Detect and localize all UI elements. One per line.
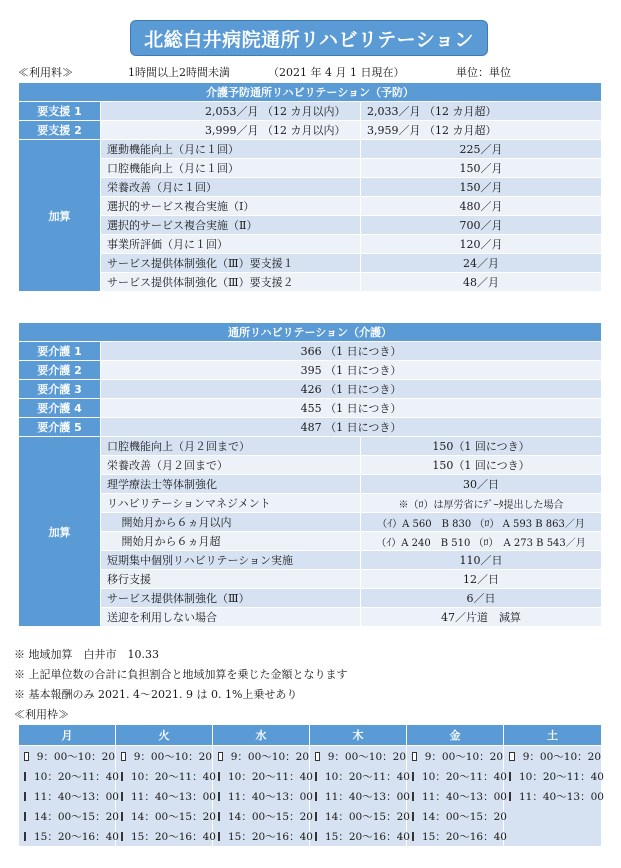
addition-name: 運動機能向上（月に１回）	[101, 140, 361, 159]
table-row	[19, 380, 602, 399]
note-surcharge: ※ 基本報酬のみ 2021. 4〜2021. 9 は 0. 1%上乗せあり	[14, 688, 298, 701]
slot-item[interactable]	[310, 746, 406, 766]
checkbox-icon[interactable]	[218, 832, 220, 841]
care-table	[18, 322, 602, 627]
row-label: 要支援 2	[19, 121, 101, 140]
slot-label: 9：00〜10：20	[522, 750, 601, 763]
addition-value: 150／月	[361, 159, 602, 178]
addition-name: 理学療法士等体制強化	[101, 475, 361, 494]
day-column-sat	[504, 746, 602, 847]
table-row	[19, 235, 602, 254]
checkbox-icon[interactable]	[121, 792, 123, 801]
day-column-mon	[19, 746, 119, 847]
slot-item[interactable]	[116, 746, 212, 766]
checkbox-icon[interactable]	[509, 752, 515, 761]
day-header-tue: 火	[116, 725, 213, 746]
page-title: 北総白井病院通所リハビリテーション	[130, 20, 488, 56]
slot-label: 11：40〜13：00	[422, 790, 507, 803]
addition-value: （ｲ）A 560 B 830 （ﾛ） A 593 B 863／月	[361, 513, 602, 532]
checkbox-icon[interactable]	[509, 792, 511, 801]
table-row	[19, 216, 602, 235]
checkbox-icon[interactable]	[315, 792, 317, 801]
slot-label: 9：00〜10：20	[424, 750, 503, 763]
addition-value: 110／日	[361, 551, 602, 570]
slot-label: 15：20〜16：40	[228, 830, 313, 843]
addition-name: 短期集中個別リハビリテーション実施	[101, 551, 361, 570]
checkbox-icon[interactable]	[24, 752, 29, 761]
checkbox-icon[interactable]	[509, 772, 511, 781]
checkbox-icon[interactable]	[412, 792, 414, 801]
slot-label: 14：00〜15：20	[325, 810, 410, 823]
slot-item[interactable]	[310, 806, 410, 826]
addition-value: 47／片道 減算	[361, 608, 602, 627]
slot-label: 10：20〜11：40	[422, 770, 507, 783]
slot-label: 9：00〜10：20	[327, 750, 406, 763]
addition-value: 30／日	[361, 475, 602, 494]
checkbox-icon[interactable]	[315, 772, 317, 781]
rate-within-12: 3,999／月 （12 カ月以内）	[101, 121, 361, 140]
slot-label: 9：00〜10：20	[133, 750, 212, 763]
slot-label: 14：00〜15：20	[422, 810, 507, 823]
care-header: 通所リハビリテーション（介護）	[19, 323, 602, 342]
addition-value: 150／月	[361, 178, 602, 197]
addition-name: サービス提供体制強化（Ⅲ）要支援１	[101, 254, 361, 273]
checkbox-icon[interactable]	[412, 812, 414, 821]
slot-label: 15：20〜16：40	[34, 830, 119, 843]
prevention-header: 介護予防通所リハビリテーション（予防）	[19, 83, 602, 102]
checkbox-icon[interactable]	[218, 812, 220, 821]
slot-label: 14：00〜15：20	[228, 810, 313, 823]
addition-value: 24／月	[361, 254, 602, 273]
checkbox-icon[interactable]	[121, 772, 123, 781]
addition-value: 480／月	[361, 197, 602, 216]
addition-name: リハビリテーションマネジメント	[101, 494, 361, 513]
day-column-wed	[213, 746, 313, 847]
checkbox-icon[interactable]	[218, 772, 220, 781]
slot-item[interactable]	[310, 786, 410, 806]
table-row	[19, 361, 602, 380]
addition-name: 口腔機能向上（月に１回）	[101, 159, 361, 178]
rate-over-12: 3,959／月 （12 カ月超）	[361, 121, 602, 140]
care-rate: 395 （1 日につき）	[101, 361, 602, 380]
slot-item[interactable]	[19, 766, 119, 786]
fee-label: ≪利用料≫	[18, 66, 73, 79]
checkbox-icon[interactable]	[24, 772, 26, 781]
slot-item[interactable]	[19, 746, 115, 766]
slot-item[interactable]	[213, 746, 309, 766]
table-row	[19, 159, 602, 178]
addition-name: サービス提供体制強化（Ⅲ）要支援２	[101, 273, 361, 292]
table-row	[19, 273, 602, 292]
slot-item[interactable]	[19, 786, 119, 806]
checkbox-icon[interactable]	[24, 792, 26, 801]
fee-duration: 1時間以上2時間未満	[128, 66, 230, 79]
addition-value: 48／月	[361, 273, 602, 292]
checkbox-icon[interactable]	[24, 832, 26, 841]
table-row	[19, 121, 602, 140]
schedule-table	[18, 724, 602, 846]
day-column-tue	[116, 746, 216, 847]
day-column-fri	[407, 746, 507, 847]
table-row	[19, 475, 602, 494]
slot-label: 10：20〜11：40	[131, 770, 216, 783]
table-row	[19, 102, 602, 121]
checkbox-icon[interactable]	[412, 772, 414, 781]
addition-name: サービス提供体制強化（Ⅲ）	[101, 589, 361, 608]
schedule-label: ≪利用枠≫	[14, 708, 69, 721]
care-rate: 487 （1 日につき）	[101, 418, 602, 437]
slot-label: 11：40〜13：00	[325, 790, 410, 803]
addition-value: 12／日	[361, 570, 602, 589]
table-row	[19, 197, 602, 216]
addition-label: 加算	[19, 140, 101, 292]
table-row	[19, 178, 602, 197]
slot-item[interactable]	[116, 806, 216, 826]
addition-name: 開始月から６ヵ月超	[101, 532, 361, 551]
checkbox-icon[interactable]	[412, 752, 417, 761]
slot-label: 11：40〜13：00	[131, 790, 216, 803]
checkbox-icon[interactable]	[121, 812, 123, 821]
care-rate: 366 （1 日につき）	[101, 342, 602, 361]
row-label: 要介護 5	[19, 418, 101, 437]
slot-item[interactable]	[213, 826, 313, 846]
checkbox-icon[interactable]	[218, 752, 223, 761]
addition-name: 事業所評価（月に１回）	[101, 235, 361, 254]
checkbox-icon[interactable]	[121, 752, 126, 761]
addition-name: 開始月から６ヵ月以内	[101, 513, 361, 532]
addition-name: 選択的サービス複合実施（Ⅰ）	[101, 197, 361, 216]
checkbox-icon[interactable]	[315, 752, 320, 761]
table-row	[19, 608, 602, 627]
day-header-wed: 水	[213, 725, 310, 746]
addition-value: （ｲ）A 240 B 510 （ﾛ） A 273 B 543／月	[361, 532, 602, 551]
slot-item[interactable]	[504, 746, 601, 766]
day-header-thu: 木	[310, 725, 407, 746]
addition-value: 120／月	[361, 235, 602, 254]
addition-label: 加算	[19, 437, 101, 627]
addition-value: ※（ﾛ）は厚労省にﾃﾞｰﾀ提出した場合	[361, 494, 602, 513]
table-row	[19, 456, 602, 475]
slot-item[interactable]	[407, 766, 507, 786]
addition-value: 700／月	[361, 216, 602, 235]
fee-line	[18, 64, 608, 80]
day-header-fri: 金	[407, 725, 504, 746]
slot-item[interactable]	[407, 826, 507, 846]
slot-label: 9：00〜10：20	[230, 750, 309, 763]
row-label: 要介護 2	[19, 361, 101, 380]
fee-unit: 単位：単位	[456, 66, 511, 79]
slot-label: 10：20〜11：40	[228, 770, 313, 783]
rate-over-12: 2,033／月 （12 カ月超）	[361, 102, 602, 121]
addition-name: 移行支援	[101, 570, 361, 589]
slot-label: 10：20〜11：40	[519, 770, 604, 783]
slot-item[interactable]	[116, 766, 216, 786]
slot-label: 9：00〜10：20	[36, 750, 115, 763]
table-row	[19, 437, 602, 456]
slot-item[interactable]	[116, 786, 216, 806]
checkbox-icon[interactable]	[315, 812, 317, 821]
note-calculation: ※ 上記単位数の合計に負担割合と地域加算を乗じた金額となります	[14, 668, 348, 681]
addition-value: 6／日	[361, 589, 602, 608]
table-row	[19, 494, 602, 513]
checkbox-icon[interactable]	[24, 812, 26, 821]
slot-item[interactable]	[19, 806, 119, 826]
slot-item[interactable]	[504, 786, 604, 806]
schedule-header-row	[19, 725, 602, 746]
addition-name: 栄養改善（月２回まで）	[101, 456, 361, 475]
addition-name: 栄養改善（月に１回）	[101, 178, 361, 197]
slot-item[interactable]	[19, 826, 119, 846]
table-row	[19, 532, 602, 551]
addition-name: 口腔機能向上（月２回まで）	[101, 437, 361, 456]
fee-asof: （2021 年 4 月 1 日現在）	[268, 66, 405, 79]
care-rate: 455 （1 日につき）	[101, 399, 602, 418]
row-label: 要介護 1	[19, 342, 101, 361]
slot-label: 10：20〜11：40	[325, 770, 410, 783]
addition-value: 150（1 回につき）	[361, 456, 602, 475]
addition-name: 送迎を利用しない場合	[101, 608, 361, 627]
slot-item[interactable]	[213, 806, 313, 826]
note-regional: ※ 地域加算 白井市 10.33	[14, 648, 159, 661]
table-row	[19, 399, 602, 418]
slot-label: 15：20〜16：40	[131, 830, 216, 843]
table-row	[19, 589, 602, 608]
checkbox-icon[interactable]	[121, 832, 123, 841]
row-label: 要介護 3	[19, 380, 101, 399]
checkbox-icon[interactable]	[412, 832, 414, 841]
day-header-mon: 月	[19, 725, 116, 746]
slot-label: 10：20〜11：40	[34, 770, 119, 783]
slot-label: 11：40〜13：00	[34, 790, 119, 803]
row-label: 要支援 1	[19, 102, 101, 121]
slot-item[interactable]	[213, 786, 313, 806]
table-row	[19, 254, 602, 273]
slot-label: 11：40〜13：00	[228, 790, 313, 803]
slot-item[interactable]	[116, 826, 216, 846]
slot-item[interactable]	[407, 786, 507, 806]
row-label: 要介護 4	[19, 399, 101, 418]
addition-name: 選択的サービス複合実施（Ⅱ）	[101, 216, 361, 235]
slot-label: 14：00〜15：20	[131, 810, 216, 823]
day-column-thu	[310, 746, 410, 847]
table-row	[19, 342, 602, 361]
slot-label: 14：00〜15：20	[34, 810, 119, 823]
table-row	[19, 570, 602, 589]
table-row	[19, 513, 602, 532]
slot-item[interactable]	[310, 766, 410, 786]
checkbox-icon[interactable]	[315, 832, 317, 841]
addition-value: 225／月	[361, 140, 602, 159]
slot-label: 11：40〜13：00	[519, 790, 604, 803]
checkbox-icon[interactable]	[218, 792, 220, 801]
slot-label: 15：20〜16：40	[325, 830, 410, 843]
slot-item[interactable]	[407, 806, 507, 826]
table-row	[19, 418, 602, 437]
care-rate: 426 （1 日につき）	[101, 380, 602, 399]
rate-within-12: 2,053／月 （12 カ月以内）	[101, 102, 361, 121]
prevention-table	[18, 82, 602, 292]
addition-value: 150（1 回につき）	[361, 437, 602, 456]
slot-item[interactable]	[504, 766, 604, 786]
table-row	[19, 140, 602, 159]
slot-label: 15：20〜16：40	[422, 830, 507, 843]
day-header-sat: 土	[504, 725, 602, 746]
table-row	[19, 551, 602, 570]
slot-item[interactable]	[213, 766, 313, 786]
slot-item[interactable]	[310, 826, 410, 846]
slot-item[interactable]	[407, 746, 503, 766]
